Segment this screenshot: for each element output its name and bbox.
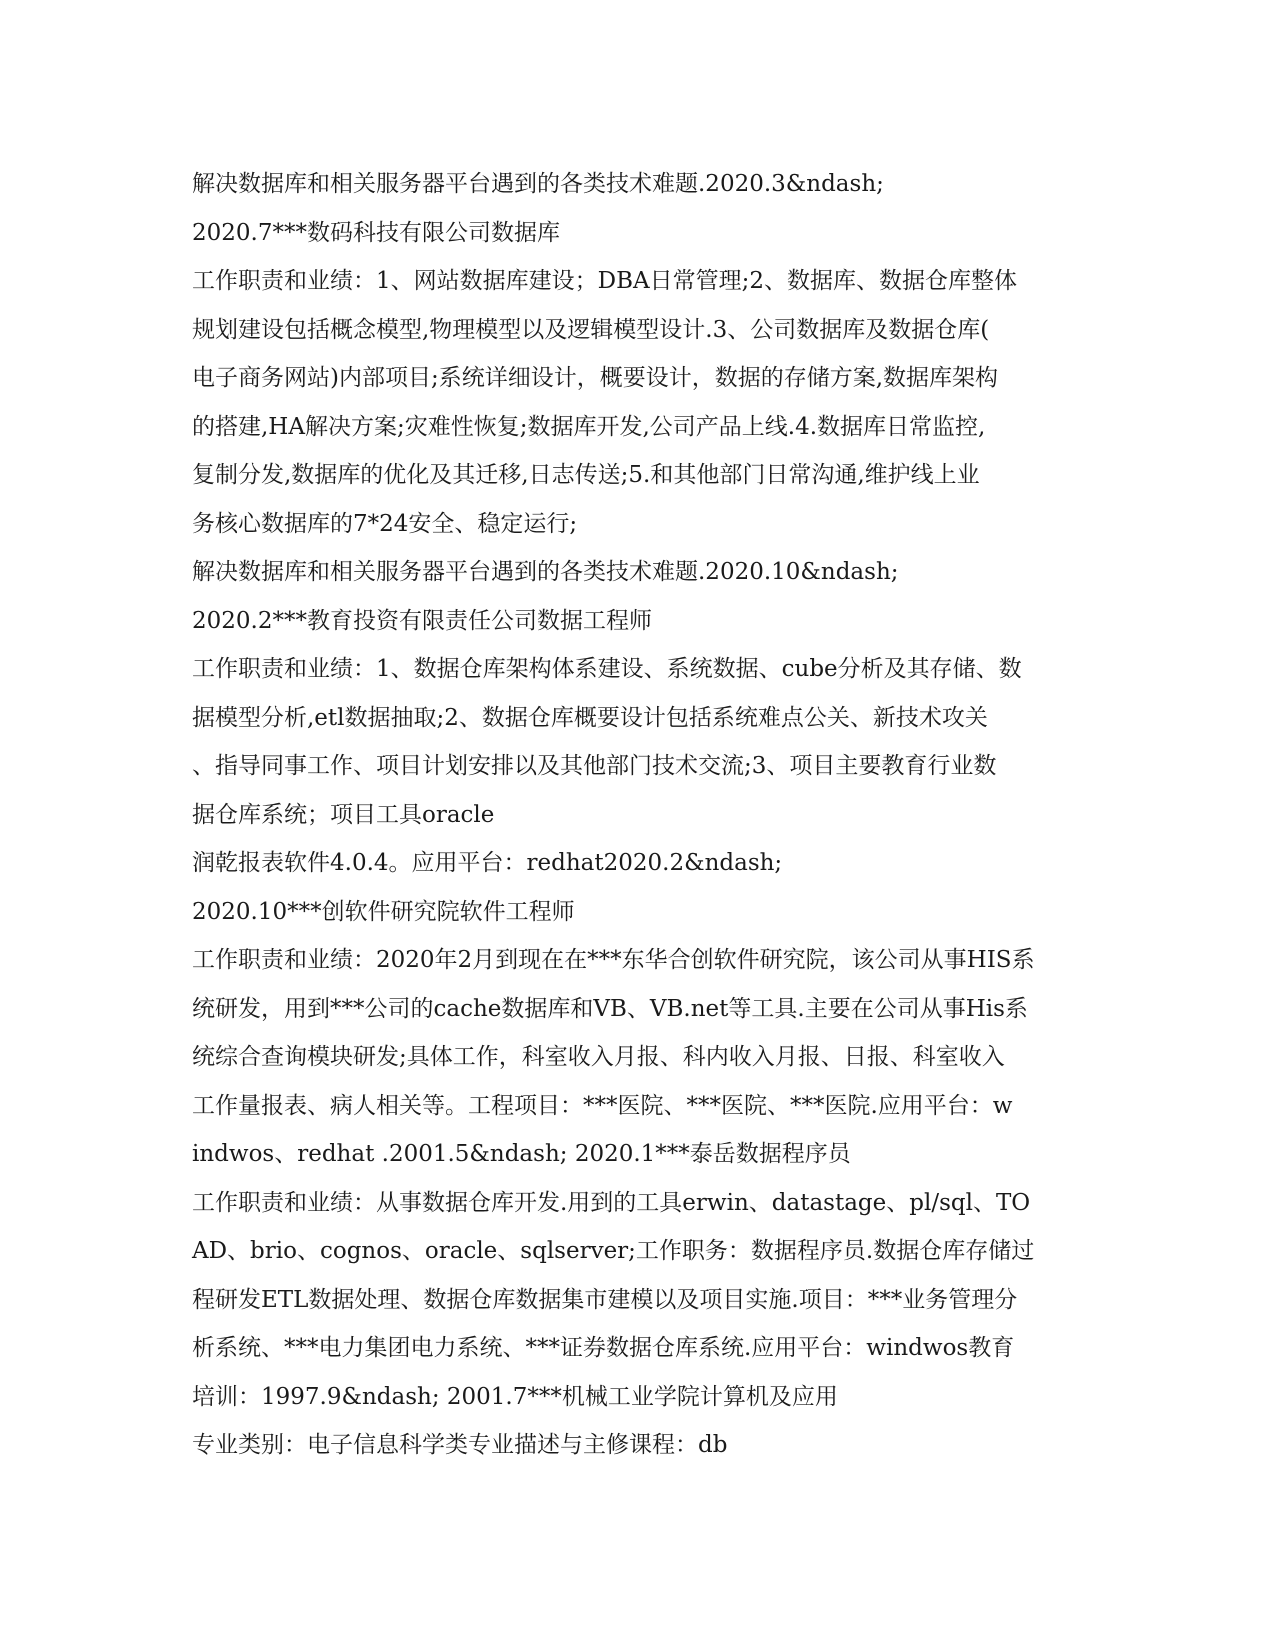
text-line: 解决数据库和相关服务器平台遇到的各类技术难题.2020.10&ndash;	[192, 559, 899, 585]
text-line: 复制分发,数据库的优化及其迁移,日志传送;5.和其他部门日常沟通,维护线上业	[192, 462, 980, 488]
text-line: 统综合查询模块研发;具体工作，科室收入月报、科内收入月报、日报、科室收入	[192, 1044, 1005, 1070]
text-line: 工作量报表、病人相关等。工程项目：***医院、***医院、***医院.应用平台：w	[192, 1092, 1013, 1119]
text-line: 统研发，用到***公司的cache数据库和VB、VB.net等工具.主要在公司从事His系	[192, 995, 1028, 1022]
text-line: 据模型分析,etl数据抽取;2、数据仓库概要设计包括系统难点公关、新技术攻关	[192, 704, 988, 731]
text-line: 工作职责和业绩：2020年2月到现在在***东华合创软件研究院，该公司从事HIS系	[192, 947, 1035, 973]
text-line: 2020.2***教育投资有限责任公司数据工程师	[192, 607, 652, 634]
text-line: 工作职责和业绩：1、网站数据库建设；DBA日常管理;2、数据库、数据仓库整体	[192, 268, 1017, 294]
text-line: AD、brio、cognos、oracle、sqlserver;工作职务：数据程序员.数据仓库存储过	[192, 1238, 1035, 1264]
text-line: 专业类别：电子信息科学类专业描述与主修课程：db	[192, 1432, 728, 1458]
text-line: 2020.7***数码科技有限公司数据库	[192, 219, 560, 246]
text-line: 工作职责和业绩：从事数据仓库开发.用到的工具erwin、datastage、pl/sql、TO	[192, 1189, 1031, 1216]
text-line: 润乾报表软件4.0.4。应用平台：redhat2020.2&ndash;	[192, 850, 783, 876]
text-line: 的搭建,HA解决方案;灾难性恢复;数据库开发,公司产品上线.4.数据库日常监控,	[192, 413, 986, 440]
text-line: 电子商务网站)内部项目;系统详细设计，概要设计，数据的存储方案,数据库架构	[192, 365, 999, 391]
text-line: 程研发ETL数据处理、数据仓库数据集市建模以及项目实施.项目：***业务管理分	[192, 1286, 1018, 1313]
text-line: 培训：1997.9&ndash; 2001.7***机械工业学院计算机及应用	[192, 1383, 838, 1410]
text-line: indwos、redhat .2001.5&ndash; 2020.1***泰岳数据程序员	[192, 1141, 851, 1167]
text-line: 、指导同事工作、项目计划安排以及其他部门技术交流;3、项目主要教育行业数	[192, 753, 997, 779]
text-line: 2020.10***创软件研究院软件工程师	[192, 898, 575, 925]
text-line: 据仓库系统；项目工具oracle	[192, 801, 495, 828]
text-line: 析系统、***电力集团电力系统、***证券数据仓库系统.应用平台：windwos教育	[192, 1335, 1015, 1361]
document-body	[192, 160, 1082, 1470]
text-line: 规划建设包括概念模型,物理模型以及逻辑模型设计.3、公司数据库及数据仓库(	[192, 316, 990, 343]
text-line: 解决数据库和相关服务器平台遇到的各类技术难题.2020.3&ndash;	[192, 171, 884, 197]
text-line: 工作职责和业绩：1、数据仓库架构体系建设、系统数据、cube分析及其存储、数	[192, 656, 1022, 682]
text-line: 务核心数据库的7*24安全、稳定运行;	[192, 510, 578, 537]
